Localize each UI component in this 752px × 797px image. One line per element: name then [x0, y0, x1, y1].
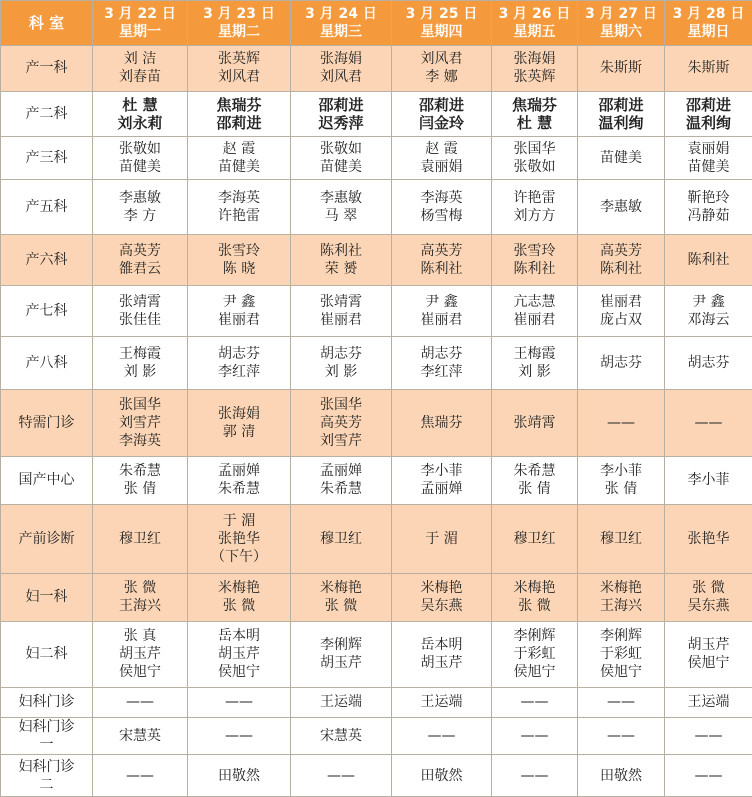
table-row: [1, 336, 752, 389]
dept-cell: 产一科: [1, 46, 93, 92]
table-row: [1, 91, 752, 136]
staff-cell: ——: [578, 389, 665, 456]
staff-cell: 陈利社: [665, 235, 752, 286]
day-header: [188, 1, 291, 46]
day-date: 3 月 26 日: [498, 6, 571, 22]
day-weekday: 星期一: [119, 24, 161, 40]
staff-cell: ——: [665, 755, 752, 797]
staff-cell: 高英芳 陈利社: [578, 235, 665, 286]
day-header: [578, 1, 665, 46]
dept-cell: 妇一科: [1, 574, 93, 622]
dept-cell: 产八科: [1, 336, 93, 389]
staff-cell: 杜 慧 刘永莉: [93, 91, 188, 136]
staff-cell: 张靖霄 崔丽君: [291, 286, 392, 337]
day-header: [93, 1, 188, 46]
dept-cell: 特需门诊: [1, 389, 93, 456]
day-date: 3 月 27 日: [585, 6, 657, 22]
staff-cell: 许艳雷 刘方方: [492, 180, 578, 235]
table-row: [1, 286, 752, 337]
staff-cell: 张 真 胡玉芹 侯旭宁: [93, 621, 188, 687]
staff-cell: 米梅艳 王海兴: [578, 574, 665, 622]
staff-cell: 李小菲 张 倩: [578, 457, 665, 505]
dept-cell: 产二科: [1, 91, 93, 136]
staff-cell: 王梅霞 刘 影: [93, 336, 188, 389]
staff-cell: 李惠敏 李 方: [93, 180, 188, 235]
day-weekday: 星期四: [420, 24, 463, 40]
staff-cell: ——: [291, 755, 392, 797]
dept-cell: 产五科: [1, 180, 93, 235]
day-header: [665, 1, 752, 46]
staff-cell: ——: [578, 717, 665, 755]
day-date: 3 月 25 日: [405, 6, 478, 22]
staff-cell: 尹 鑫 崔丽君: [392, 286, 492, 337]
staff-cell: ——: [188, 717, 291, 755]
staff-cell: 焦瑞芬 杜 慧: [492, 91, 578, 136]
staff-cell: 赵 霞 袁丽娟: [392, 136, 492, 180]
staff-cell: 高英芳 雒君云: [93, 235, 188, 286]
staff-cell: 张 微 王海兴: [93, 574, 188, 622]
staff-cell: 穆卫红: [291, 504, 392, 573]
staff-cell: 李海英 杨雪梅: [392, 180, 492, 235]
staff-cell: 李小菲: [665, 457, 752, 505]
staff-cell: 李俐辉 胡玉芹: [291, 621, 392, 687]
dept-column-header: 科 室: [1, 1, 93, 46]
staff-cell: 邵莉进 闫金玲: [392, 91, 492, 136]
staff-cell: 孟丽婵 朱希慧: [188, 457, 291, 505]
staff-cell: 靳艳玲 冯静茹: [665, 180, 752, 235]
day-header: [392, 1, 492, 46]
table-row: [1, 235, 752, 286]
staff-cell: 李海英 许艳雷: [188, 180, 291, 235]
staff-cell: 王运端: [291, 688, 392, 718]
staff-cell: 朱希慧 张 倩: [93, 457, 188, 505]
staff-cell: ——: [665, 389, 752, 456]
dept-cell: 产七科: [1, 286, 93, 337]
staff-cell: 米梅艳 吴东燕: [392, 574, 492, 622]
staff-cell: 米梅艳 张 微: [492, 574, 578, 622]
staff-cell: 亢志慧 崔丽君: [492, 286, 578, 337]
dept-cell: 产六科: [1, 235, 93, 286]
staff-cell: ——: [492, 688, 578, 718]
day-weekday: 星期五: [513, 24, 556, 40]
staff-cell: 岳本明 胡玉芹: [392, 621, 492, 687]
staff-cell: 于 湄: [392, 504, 492, 573]
staff-cell: 田敬然: [392, 755, 492, 797]
table-row: [1, 504, 752, 573]
day-weekday: 星期六: [600, 24, 642, 40]
table-row: [1, 180, 752, 235]
staff-cell: 王梅霞 刘 影: [492, 336, 578, 389]
staff-cell: 胡志芬 刘 影: [291, 336, 392, 389]
staff-cell: 宋慧英: [93, 717, 188, 755]
staff-cell: ——: [188, 688, 291, 718]
staff-cell: 穆卫红: [578, 504, 665, 573]
staff-cell: 李惠敏: [578, 180, 665, 235]
staff-cell: 张雪玲 陈利社: [492, 235, 578, 286]
staff-cell: 张海娟 郭 清: [188, 389, 291, 456]
table-row: [1, 574, 752, 622]
staff-cell: 王运端: [665, 688, 752, 718]
staff-cell: 尹 鑫 崔丽君: [188, 286, 291, 337]
staff-cell: ——: [93, 755, 188, 797]
staff-cell: 胡志芬: [578, 336, 665, 389]
staff-cell: ——: [392, 717, 492, 755]
staff-cell: 胡志芬 李红萍: [392, 336, 492, 389]
staff-cell: 张敬如 苗健美: [291, 136, 392, 180]
staff-cell: 李小菲 孟丽婵: [392, 457, 492, 505]
table-row: [1, 389, 752, 456]
staff-cell: 张雪玲 陈 晓: [188, 235, 291, 286]
staff-cell: 张艳华: [665, 504, 752, 573]
staff-cell: 王运端: [392, 688, 492, 718]
staff-cell: 胡志芬: [665, 336, 752, 389]
staff-cell: 李惠敏 马 翠: [291, 180, 392, 235]
staff-cell: 刘风君 李 娜: [392, 46, 492, 92]
staff-cell: 米梅艳 张 微: [291, 574, 392, 622]
staff-cell: 焦瑞芬: [392, 389, 492, 456]
dept-cell: 妇二科: [1, 621, 93, 687]
staff-cell: 田敬然: [578, 755, 665, 797]
staff-cell: 邵莉进 迟秀萍: [291, 91, 392, 136]
staff-cell: 袁丽娟 苗健美: [665, 136, 752, 180]
day-weekday: 星期三: [320, 24, 362, 40]
staff-cell: 张靖霄 张佳佳: [93, 286, 188, 337]
dept-cell: 妇科门诊: [1, 688, 93, 718]
staff-cell: 邵莉进 温利绚: [665, 91, 752, 136]
day-header: [291, 1, 392, 46]
day-date: 3 月 22 日: [104, 6, 176, 22]
staff-cell: 张敬如 苗健美: [93, 136, 188, 180]
staff-cell: 崔丽君 庞占双: [578, 286, 665, 337]
table-row: [1, 717, 752, 755]
staff-cell: 张 微 吴东燕: [665, 574, 752, 622]
table-row: [1, 688, 752, 718]
staff-cell: 穆卫红: [93, 504, 188, 573]
dept-cell: 国产中心: [1, 457, 93, 505]
staff-cell: 张英辉 刘风君: [188, 46, 291, 92]
staff-cell: 张海娟 张英辉: [492, 46, 578, 92]
staff-cell: 赵 霞 苗健美: [188, 136, 291, 180]
staff-cell: 苗健美: [578, 136, 665, 180]
day-header: [492, 1, 578, 46]
dept-cell: 妇科门诊 二: [1, 755, 93, 797]
staff-cell: 于 湄 张艳华 （下午）: [188, 504, 291, 573]
staff-cell: 胡玉芹 侯旭宁: [665, 621, 752, 687]
staff-cell: 刘 洁 刘春苗: [93, 46, 188, 92]
staff-cell: 孟丽婵 朱希慧: [291, 457, 392, 505]
staff-cell: 宋慧英: [291, 717, 392, 755]
staff-cell: 张靖霄: [492, 389, 578, 456]
staff-cell: ——: [492, 755, 578, 797]
staff-cell: 田敬然: [188, 755, 291, 797]
staff-cell: 张国华 高英芳 刘雪芹: [291, 389, 392, 456]
staff-cell: ——: [578, 688, 665, 718]
staff-cell: 李俐辉 于彩虹 侯旭宁: [492, 621, 578, 687]
staff-cell: 胡志芬 李红萍: [188, 336, 291, 389]
table-row: [1, 46, 752, 92]
staff-cell: 穆卫红: [492, 504, 578, 573]
dept-cell: 产三科: [1, 136, 93, 180]
staff-cell: 尹 鑫 邓海云: [665, 286, 752, 337]
staff-cell: ——: [665, 717, 752, 755]
staff-cell: 岳本明 胡玉芹 侯旭宁: [188, 621, 291, 687]
day-date: 3 月 24 日: [305, 6, 377, 22]
table-row: [1, 136, 752, 180]
staff-cell: 朱斯斯: [665, 46, 752, 92]
table-row: [1, 755, 752, 797]
staff-cell: 陈利社 荣 赟: [291, 235, 392, 286]
staff-cell: 焦瑞芬 邵莉进: [188, 91, 291, 136]
staff-cell: 张国华 张敬如: [492, 136, 578, 180]
staff-cell: 米梅艳 张 微: [188, 574, 291, 622]
staff-cell: 朱斯斯: [578, 46, 665, 92]
staff-cell: 张海娟 刘风君: [291, 46, 392, 92]
staff-cell: 张国华 刘雪芹 李海英: [93, 389, 188, 456]
dept-cell: 妇科门诊 一: [1, 717, 93, 755]
staff-cell: 朱希慧 张 倩: [492, 457, 578, 505]
staff-cell: ——: [492, 717, 578, 755]
day-date: 3 月 23 日: [203, 6, 275, 22]
staff-cell: ——: [93, 688, 188, 718]
day-date: 3 月 28 日: [672, 6, 745, 22]
table-row: [1, 621, 752, 687]
dept-cell: 产前诊断: [1, 504, 93, 573]
table-row: [1, 457, 752, 505]
staff-cell: 高英芳 陈利社: [392, 235, 492, 286]
staff-cell: 李俐辉 于彩虹 侯旭宁: [578, 621, 665, 687]
day-weekday: 星期二: [218, 24, 260, 40]
header-row: [1, 1, 752, 46]
day-weekday: 星期日: [687, 24, 730, 40]
staff-cell: 邵莉进 温利绚: [578, 91, 665, 136]
